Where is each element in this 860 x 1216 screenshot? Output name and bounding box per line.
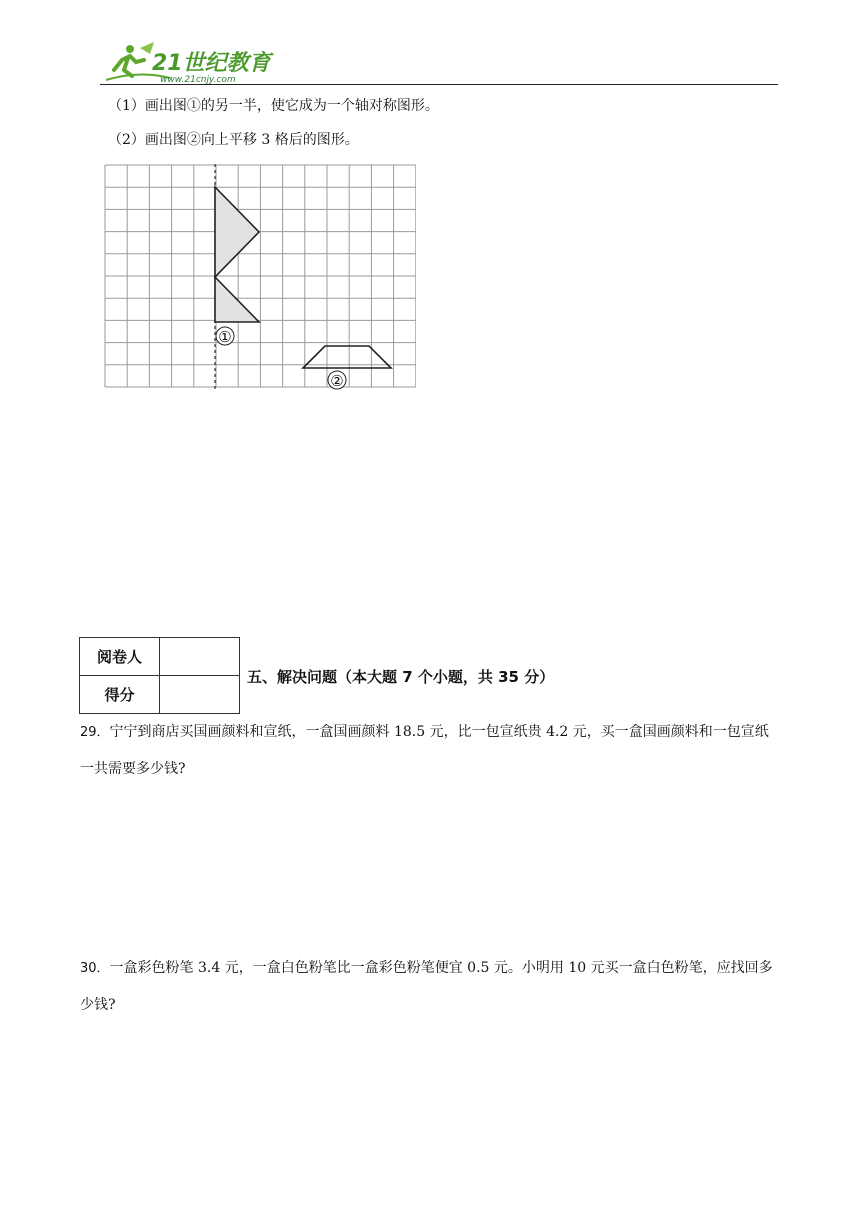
reviewer-blank-cell — [160, 638, 240, 676]
score-table — [79, 637, 240, 714]
shape-2-label: ② — [330, 372, 344, 390]
problem-text: 宁宁到商店买国画颜料和宣纸，一盒国画颜料 18.5 元，比一包宣纸贵 4.2 元，买一盒国画颜料和一包宣纸一共需要多少钱? — [80, 724, 769, 777]
logo-url-text: www.21cnjy.com — [160, 75, 236, 84]
shape-1-upper — [215, 187, 259, 277]
site-logo — [100, 40, 280, 84]
problem-text: 一盒彩色粉笔 3.4 元，一盒白色粉笔比一盒彩色粉笔便宜 0.5 元。小明用 10 元买一盒白色粉笔，应找回多少钱? — [80, 960, 773, 1013]
logo-text: 21世纪教育 — [152, 51, 271, 76]
reviewer-label: 阅卷人 — [80, 638, 160, 676]
shape-1-lower — [215, 277, 259, 322]
problem-number: 30． — [80, 961, 110, 976]
grid-lines — [105, 165, 416, 387]
section-5-title: 五、解决问题（本大题 7 个小题，共 35 分） — [247, 668, 555, 686]
score-blank-cell — [160, 676, 240, 714]
question-part-1: （1）画出图①的另一半，使它成为一个轴对称图形。 — [108, 98, 439, 114]
problem-29 — [80, 714, 780, 787]
question-part-2: （2）画出图②向上平移 3 格后的图形。 — [108, 132, 359, 148]
score-label: 得分 — [80, 676, 160, 714]
header-rule — [100, 84, 778, 85]
grid-figure — [104, 164, 416, 396]
problem-number: 29． — [80, 725, 110, 740]
shape-1-label: ① — [218, 328, 232, 346]
problem-30 — [80, 950, 780, 1023]
